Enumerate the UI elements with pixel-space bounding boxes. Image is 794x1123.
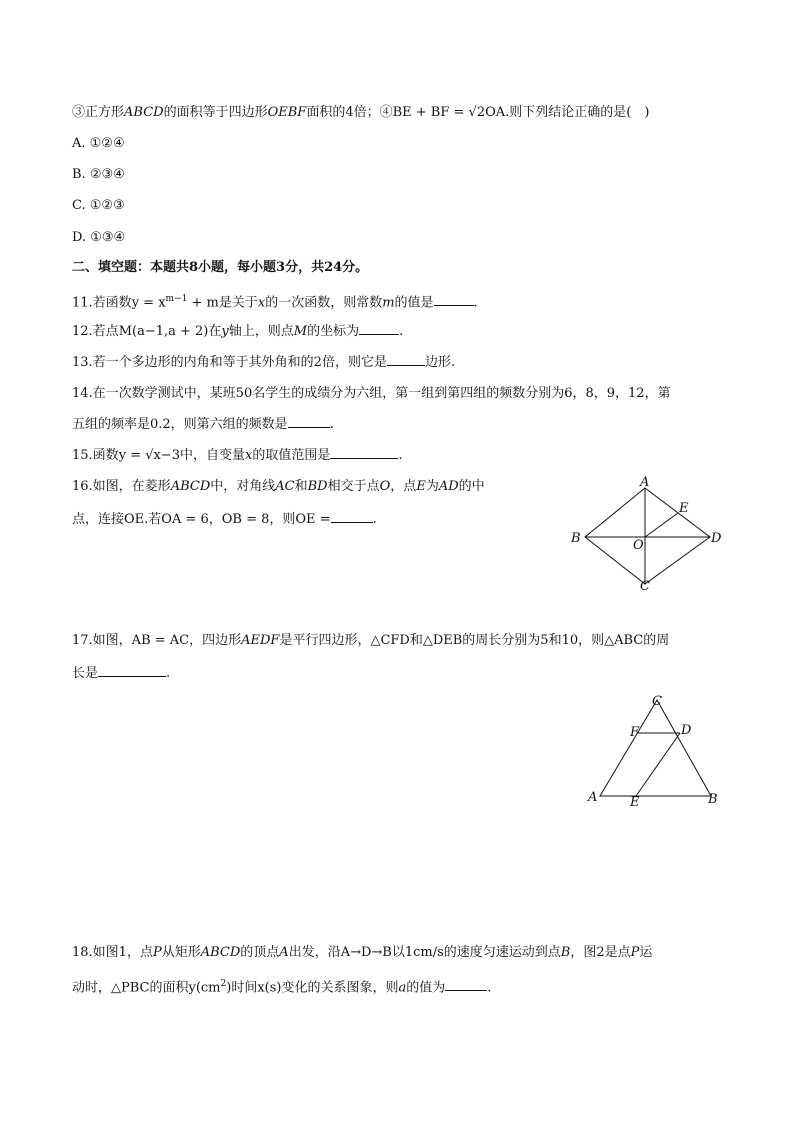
q18-text-a: 18.如图1，点 bbox=[72, 945, 153, 960]
q16-abcd: ABCD bbox=[170, 479, 211, 494]
q11-text-c: 是关于 bbox=[218, 295, 258, 311]
q12-text-d: 的坐标为 bbox=[307, 324, 360, 339]
q11-formula: y = x bbox=[131, 295, 166, 311]
q18-text-i: 的值为 bbox=[406, 980, 446, 996]
q16-text-f: 为 bbox=[425, 479, 439, 494]
label-d: D bbox=[711, 531, 722, 546]
rhombus-figure bbox=[560, 476, 730, 596]
q12-text-c: 轴上，则点 bbox=[228, 324, 294, 339]
q14-end: . bbox=[329, 417, 334, 432]
q13-answer-blank[interactable] bbox=[387, 353, 425, 366]
q11-var-m: m bbox=[382, 295, 395, 311]
triangle-abc bbox=[600, 700, 711, 796]
q17-text-d: 长是 bbox=[72, 666, 99, 681]
q17-text-b: 是平行四边形， bbox=[279, 633, 371, 648]
label-b: B bbox=[708, 792, 718, 807]
q16-text-c: 和 bbox=[294, 479, 308, 494]
q12-answer-blank[interactable] bbox=[359, 322, 399, 335]
segment-oe bbox=[645, 513, 678, 537]
q18-abcd: ABCD bbox=[200, 945, 241, 960]
question-17-line2 bbox=[72, 664, 170, 683]
label-f: F bbox=[630, 725, 640, 740]
q10-oebf: OEBF bbox=[267, 105, 307, 120]
q11-answer-blank[interactable] bbox=[434, 293, 474, 306]
label-a: A bbox=[588, 790, 598, 805]
option-d: D. ①③④ bbox=[72, 230, 126, 245]
question-18-line1 bbox=[72, 944, 652, 962]
section-heading: 二、填空题：本题共8小题，每小题3分，共24分。 bbox=[72, 260, 369, 275]
label-a: A bbox=[640, 476, 650, 490]
option-c: C. ①②③ bbox=[72, 198, 125, 213]
q17-text-a: 17.如图，AB = AC，四边形 bbox=[72, 633, 242, 648]
q11-text-b: + m bbox=[187, 295, 219, 311]
q15-formula: y = √x−3 bbox=[118, 448, 180, 463]
q15-end: . bbox=[398, 448, 403, 463]
q15-answer-blank[interactable] bbox=[330, 446, 398, 459]
q16-text-h: 点，连接OE.若 bbox=[72, 512, 162, 527]
q16-end: . bbox=[372, 512, 377, 527]
label-b: B bbox=[571, 531, 581, 546]
q18-b: B bbox=[560, 945, 571, 960]
q18-text-c: 的顶点 bbox=[240, 945, 280, 960]
label-c: C bbox=[640, 579, 650, 594]
question-13 bbox=[72, 353, 455, 372]
label-o: O bbox=[633, 538, 644, 553]
q10-abcd: ABCD bbox=[124, 105, 164, 120]
q16-answer-blank[interactable] bbox=[331, 510, 373, 523]
q10-continuation bbox=[72, 104, 649, 122]
q11-exponent: m−1 bbox=[165, 294, 188, 304]
q12-text-a: 12.若点 bbox=[72, 324, 119, 339]
q17-answer-blank[interactable] bbox=[98, 664, 166, 677]
q15-var-x: x bbox=[244, 448, 253, 463]
q11-text-d: 的一次函数，则常数 bbox=[265, 295, 383, 311]
q13-text: 13.若一个多边形的内角和等于其外角和的2倍，则它是 bbox=[72, 355, 387, 370]
q18-p: P bbox=[152, 945, 162, 960]
q16-bd: BD bbox=[307, 479, 328, 494]
question-17-line1 bbox=[72, 632, 669, 650]
option-a: A. ①②④ bbox=[72, 136, 125, 151]
question-11 bbox=[72, 290, 478, 312]
q18-text-d: 出发，沿A→D→B以1cm/s的速度匀速运动到点 bbox=[288, 945, 561, 960]
q11-end: . bbox=[473, 295, 478, 311]
q16-ac: AC bbox=[275, 479, 295, 494]
q10-formula: BE + BF = √2OA bbox=[392, 105, 506, 120]
q16-text-e: ，点 bbox=[390, 479, 417, 494]
q16-text-a: 16.如图，在菱形 bbox=[72, 479, 171, 494]
q16-text-b: 中，对角线 bbox=[210, 479, 276, 494]
q16-formula: OA = 6，OB = 8，则OE = bbox=[161, 512, 331, 527]
q18-answer-blank[interactable] bbox=[445, 978, 487, 991]
question-16-line2 bbox=[72, 510, 377, 529]
q12-text-b: 在 bbox=[208, 324, 222, 339]
label-d: D bbox=[681, 723, 692, 738]
q12-formula: M(a−1,a + 2) bbox=[118, 324, 209, 339]
q11-var-x: x bbox=[257, 295, 266, 311]
q16-e: E bbox=[416, 479, 426, 494]
q15-text-a: 15.函数 bbox=[72, 448, 119, 463]
q10-part3: ③正方形 bbox=[72, 105, 125, 120]
q17-text-c: △CFD和△DEB的周长分别为5和10，则△ABC的周 bbox=[370, 633, 670, 648]
q18-text-b: 从矩形 bbox=[161, 945, 201, 960]
q12-end: . bbox=[399, 324, 404, 339]
q14-answer-blank[interactable] bbox=[288, 415, 330, 428]
q16-text-g: 的中 bbox=[458, 479, 485, 494]
question-18-line2 bbox=[72, 975, 491, 997]
rhombus-outline bbox=[585, 488, 710, 584]
question-12 bbox=[72, 322, 403, 341]
q17-aedf: AEDF bbox=[241, 633, 280, 648]
q12-var-m: M bbox=[293, 324, 308, 339]
q18-p2: P bbox=[630, 945, 640, 960]
q16-text-d: 相交于点 bbox=[327, 479, 380, 494]
segment-de bbox=[636, 733, 680, 796]
q11-text-e: 的值是 bbox=[394, 295, 434, 311]
label-c: C bbox=[652, 694, 662, 709]
q18-text-f: 运 bbox=[639, 945, 653, 960]
q14-text: 五组的频率是0.2，则第六组的频数是 bbox=[72, 417, 288, 432]
label-e: E bbox=[630, 795, 640, 810]
q15-text-b: 中，自变量 bbox=[179, 448, 245, 463]
q11-text-a: 11.若函数 bbox=[72, 295, 132, 311]
q10-tail: .则下列结论正确的是( ) bbox=[505, 105, 650, 120]
q10-mid2: 面积的4倍；④ bbox=[306, 105, 393, 120]
question-14-line2 bbox=[72, 415, 334, 434]
q15-text-c: 的取值范围是 bbox=[252, 448, 331, 463]
triangle-figure bbox=[584, 690, 724, 810]
q18-end: . bbox=[487, 980, 492, 996]
option-b: B. ②③④ bbox=[72, 167, 125, 182]
q16-ad: AD bbox=[438, 479, 459, 494]
q18-text-h: )时间x(s)变化的关系图象，则 bbox=[226, 980, 399, 996]
q12-var-y: y bbox=[221, 324, 229, 339]
q18-a: A bbox=[279, 945, 289, 960]
q18-text-e: ，图2是点 bbox=[570, 945, 631, 960]
q18-text-g: 动时，△PBC的面积y(cm bbox=[72, 980, 221, 996]
question-14-line1: 14.在一次数学测试中，某班50名学生的成绩分为六组，第一组到第四组的频数分别为6，8，9，12，第 bbox=[72, 386, 671, 401]
question-15 bbox=[72, 446, 402, 465]
q17-end: . bbox=[166, 666, 171, 681]
q16-o: O bbox=[379, 479, 391, 494]
q18-superscript: 2 bbox=[220, 979, 227, 989]
q10-mid1: 的面积等于四边形 bbox=[163, 105, 268, 120]
q18-var-a: a bbox=[398, 980, 407, 996]
label-e: E bbox=[679, 501, 689, 516]
q13-end: 边形. bbox=[424, 355, 456, 370]
question-16-line1 bbox=[72, 478, 485, 496]
